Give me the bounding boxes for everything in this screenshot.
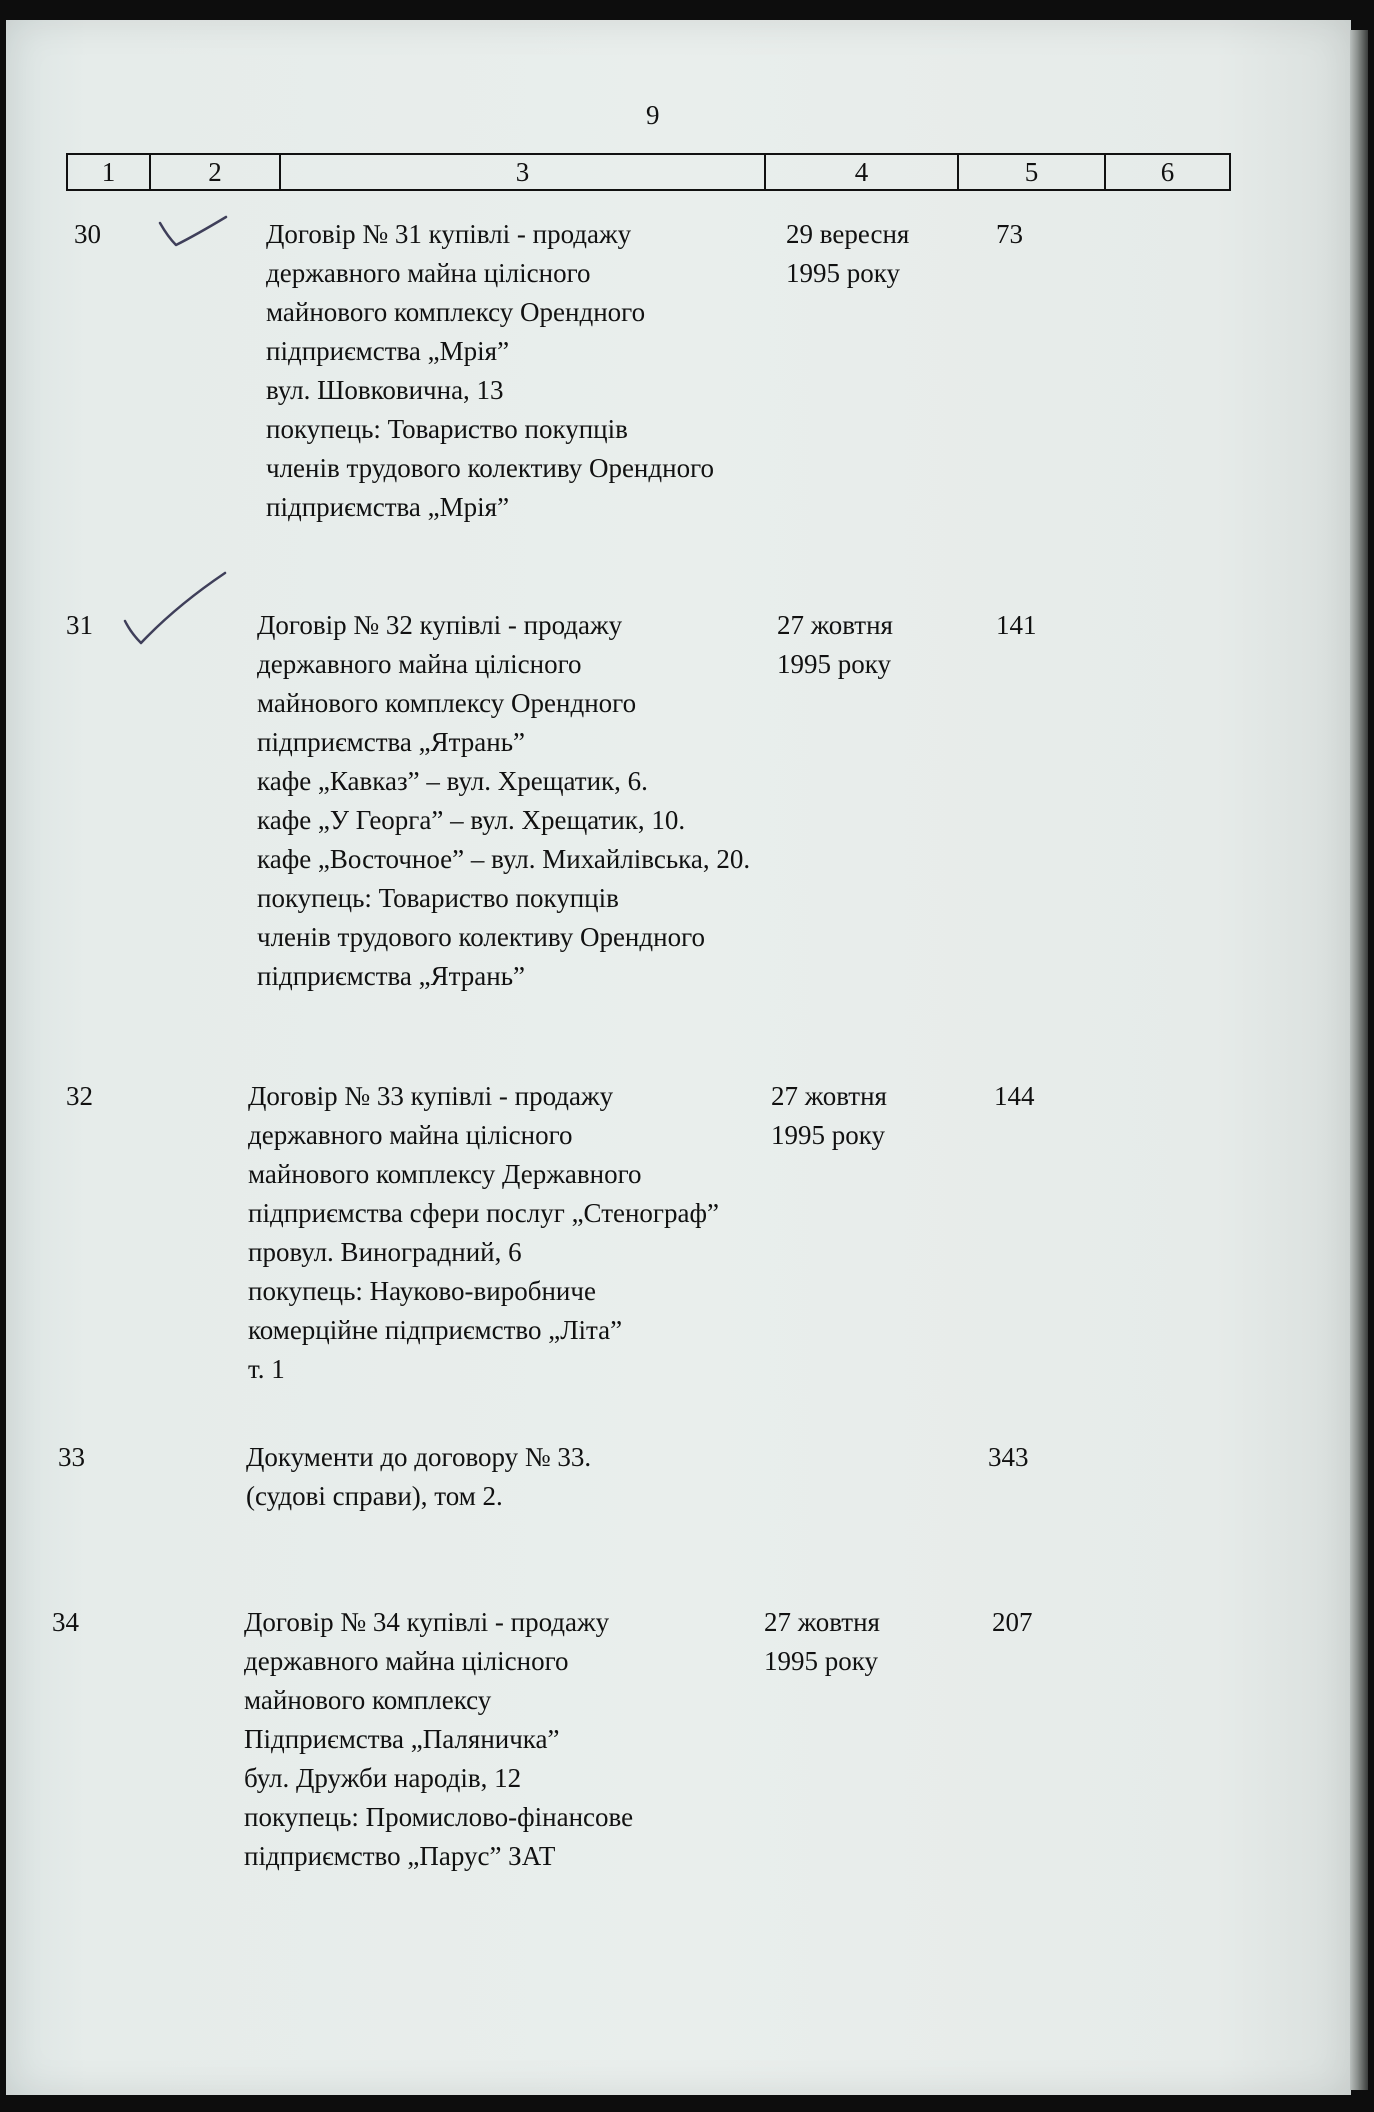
entry-number: 33 bbox=[58, 1442, 85, 1472]
entry-description: Документи до договору № 33. (судові справи), том 2. bbox=[246, 1442, 592, 1511]
entry-page-count: 141 bbox=[996, 610, 1037, 640]
entry-number: 30 bbox=[74, 219, 101, 249]
entry-date: 27 жовтня 1995 року bbox=[764, 1607, 880, 1676]
entry-page-count: 73 bbox=[996, 219, 1023, 249]
page-edge bbox=[1350, 30, 1368, 2090]
column-number-header bbox=[66, 153, 1231, 191]
column-header-1: 1 bbox=[67, 154, 150, 190]
page-number: 9 bbox=[646, 100, 660, 130]
checkmark-icon bbox=[121, 571, 231, 651]
entry-date: 27 жовтня 1995 року bbox=[771, 1081, 887, 1150]
entry-description: Договір № 33 купівлі - продажу державного майна цілісного майнового комплексу Державного підприємства сфери послуг „Стенограф” провул. Виноградний, 6 покупець: Науково-виробниче комерційне підприємство „Літа” т. 1 bbox=[248, 1081, 719, 1384]
column-header-4: 4 bbox=[765, 154, 958, 190]
document-page bbox=[6, 20, 1351, 2095]
entry-date: 27 жовтня 1995 року bbox=[777, 610, 893, 679]
column-header-5: 5 bbox=[958, 154, 1105, 190]
entry-number: 34 bbox=[52, 1607, 79, 1637]
entry-number: 31 bbox=[66, 610, 93, 640]
entry-number: 32 bbox=[66, 1081, 93, 1111]
column-header-3: 3 bbox=[280, 154, 765, 190]
entry-date: 29 вересня 1995 року bbox=[786, 219, 910, 288]
entry-description: Договір № 31 купівлі - продажу державного майна цілісного майнового комплексу Орендного підприємства „Мрія” вул. Шовковична, 13 покупець: Товариство покупців членів трудового колективу Орендного підприємства „Мрія” bbox=[266, 219, 714, 522]
entry-page-count: 343 bbox=[988, 1442, 1029, 1472]
entry-description: Договір № 34 купівлі - продажу державного майна цілісного майнового комплексу Підприємства „Паляничка” бул. Дружби народів, 12 покупець: Промислово-фінансове підприємство „Парус” ЗАТ bbox=[244, 1607, 634, 1871]
column-header-6: 6 bbox=[1105, 154, 1230, 190]
entry-page-count: 144 bbox=[994, 1081, 1035, 1111]
entry-page-count: 207 bbox=[992, 1607, 1033, 1637]
checkmark-icon bbox=[156, 215, 236, 265]
entry-description: Договір № 32 купівлі - продажу державного майна цілісного майнового комплексу Орендного підприємства „Ятрань” кафе „Кавказ” – вул. Хрещатик, 6. кафе „У Георга” – вул. Хрещатик, 10. кафе „Восточное” – вул. Михайлівська, 20. покупець: Товариство покупців членів трудового колективу Орендного підприємства „Ятрань” bbox=[257, 610, 751, 991]
column-header-2: 2 bbox=[150, 154, 280, 190]
